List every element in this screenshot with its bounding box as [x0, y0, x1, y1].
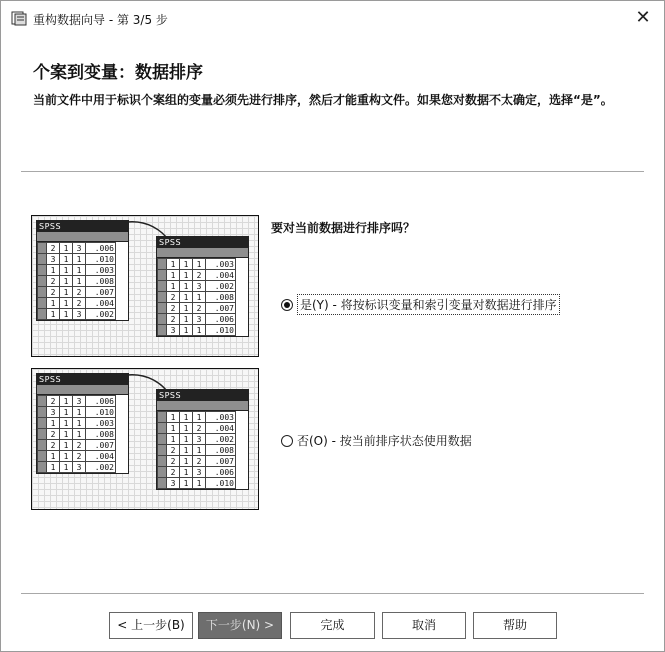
close-icon: ✕ — [635, 7, 651, 28]
table-cell: .006 — [86, 243, 116, 254]
table-cell: .007 — [86, 287, 116, 298]
source-sheet — [36, 373, 129, 474]
table-cell: 2 — [193, 303, 206, 314]
sort-yes-option[interactable] — [281, 294, 560, 315]
table-cell: 1 — [180, 445, 193, 456]
table-cell: 3 — [193, 314, 206, 325]
table-cell: 1 — [180, 281, 193, 292]
table-row — [38, 407, 116, 418]
table-cell: 1 — [180, 478, 193, 489]
table-row — [38, 243, 116, 254]
table-cell: 2 — [193, 423, 206, 434]
table-cell: 3 — [73, 396, 86, 407]
table-cell: .006 — [206, 314, 236, 325]
table-cell: 2 — [73, 451, 86, 462]
table-cell: 2 — [47, 243, 60, 254]
table-cell: 2 — [47, 429, 60, 440]
table-cell: .008 — [86, 276, 116, 287]
table-cell: 1 — [180, 456, 193, 467]
table-cell: 3 — [193, 281, 206, 292]
table-cell: .007 — [86, 440, 116, 451]
wizard-header — [1, 35, 664, 171]
help-button[interactable]: 帮助 — [473, 612, 557, 639]
table-cell: .003 — [86, 418, 116, 429]
table-row — [38, 451, 116, 462]
table-cell: 1 — [73, 429, 86, 440]
result-table — [157, 258, 236, 336]
table-cell: 1 — [47, 451, 60, 462]
table-row — [38, 254, 116, 265]
table-row — [38, 287, 116, 298]
table-cell: 1 — [180, 467, 193, 478]
table-cell: 1 — [60, 418, 73, 429]
table-cell: 1 — [167, 412, 180, 423]
table-row — [38, 276, 116, 287]
radio-unselected-icon[interactable] — [281, 435, 293, 447]
table-cell: 1 — [60, 407, 73, 418]
finish-button[interactable]: 完成 — [290, 612, 375, 639]
result-sheet — [156, 389, 249, 490]
table-cell: 1 — [60, 276, 73, 287]
table-cell: 1 — [47, 298, 60, 309]
table-cell: .004 — [86, 298, 116, 309]
sort-yes-label[interactable]: 是(Y) - 将按标识变量和索引变量对数据进行排序 — [297, 294, 560, 315]
table-cell: 3 — [73, 462, 86, 473]
table-row — [158, 445, 236, 456]
table-cell: 1 — [60, 265, 73, 276]
page-title: 个案到变量：数据排序 — [33, 63, 203, 83]
table-cell: .006 — [86, 396, 116, 407]
table-cell: .004 — [206, 423, 236, 434]
table-cell: 1 — [180, 325, 193, 336]
table-cell: 1 — [167, 281, 180, 292]
window-title: 重构数据向导 - 第 3/5 步 — [33, 13, 168, 27]
source-table — [37, 242, 116, 320]
table-cell: .010 — [206, 325, 236, 336]
table-row — [38, 440, 116, 451]
header-divider — [21, 171, 644, 172]
table-cell: 1 — [180, 259, 193, 270]
table-cell: 1 — [60, 243, 73, 254]
table-cell: .007 — [206, 456, 236, 467]
table-cell: 1 — [73, 418, 86, 429]
table-cell: 2 — [47, 276, 60, 287]
table-cell: .006 — [206, 467, 236, 478]
spss-label: SPSS — [157, 237, 248, 248]
table-cell: 3 — [193, 434, 206, 445]
cancel-button[interactable]: 取消 — [382, 612, 466, 639]
table-cell: 1 — [167, 270, 180, 281]
page-description: 当前文件中用于标识个案组的变量必须先进行排序，然后才能重构文件。如果您对数据不太确定，选择“是”。 — [33, 93, 613, 107]
table-cell: 2 — [167, 314, 180, 325]
table-row — [158, 434, 236, 445]
table-cell: 1 — [180, 314, 193, 325]
app-icon — [11, 10, 27, 26]
table-cell: .008 — [206, 445, 236, 456]
table-cell: 1 — [60, 440, 73, 451]
table-cell: .010 — [206, 478, 236, 489]
table-row — [158, 259, 236, 270]
close-button[interactable] — [632, 7, 654, 29]
table-cell: 1 — [73, 407, 86, 418]
radio-selected-icon[interactable] — [281, 299, 293, 311]
table-row — [158, 270, 236, 281]
table-row — [38, 396, 116, 407]
table-cell: .002 — [86, 309, 116, 320]
table-cell: 1 — [60, 298, 73, 309]
table-cell: 1 — [193, 325, 206, 336]
table-cell: .003 — [206, 259, 236, 270]
table-cell: 3 — [73, 243, 86, 254]
table-cell: .010 — [86, 407, 116, 418]
spss-label: SPSS — [37, 374, 128, 385]
table-cell: 1 — [60, 396, 73, 407]
back-button[interactable]: < 上一步(B) — [109, 612, 193, 639]
table-cell: 1 — [193, 259, 206, 270]
table-cell: 3 — [47, 407, 60, 418]
table-row — [158, 281, 236, 292]
table-row — [158, 314, 236, 325]
table-cell: 1 — [47, 418, 60, 429]
table-cell: 3 — [167, 325, 180, 336]
table-row — [38, 265, 116, 276]
table-cell: 1 — [193, 445, 206, 456]
table-cell: .004 — [206, 270, 236, 281]
table-cell: .003 — [206, 412, 236, 423]
sort-no-label[interactable]: 否(O) - 按当前排序状态使用数据 — [297, 434, 472, 448]
table-row — [158, 325, 236, 336]
source-table — [37, 395, 116, 473]
sorted-illustration — [31, 215, 259, 357]
table-row — [158, 467, 236, 478]
table-cell: 3 — [73, 309, 86, 320]
table-cell: 2 — [167, 467, 180, 478]
spss-label: SPSS — [37, 221, 128, 232]
table-row — [38, 462, 116, 473]
table-row — [158, 478, 236, 489]
table-cell: .008 — [206, 292, 236, 303]
table-cell: 2 — [73, 287, 86, 298]
sort-question: 要对当前数据进行排序吗？ — [271, 221, 416, 235]
table-cell: .010 — [86, 254, 116, 265]
table-cell: 1 — [180, 270, 193, 281]
table-row — [158, 292, 236, 303]
table-cell: 2 — [193, 270, 206, 281]
table-cell: 1 — [193, 292, 206, 303]
table-cell: 2 — [73, 440, 86, 451]
table-cell: 2 — [167, 303, 180, 314]
table-cell: .002 — [86, 462, 116, 473]
table-cell: 1 — [60, 309, 73, 320]
table-cell: 1 — [73, 265, 86, 276]
result-table — [157, 411, 236, 489]
table-cell: .002 — [206, 434, 236, 445]
table-cell: 2 — [47, 440, 60, 451]
table-row — [38, 298, 116, 309]
table-cell: 1 — [60, 287, 73, 298]
table-cell: 1 — [73, 254, 86, 265]
table-cell: 1 — [193, 478, 206, 489]
table-cell: .007 — [206, 303, 236, 314]
table-cell: 1 — [60, 254, 73, 265]
table-row — [38, 429, 116, 440]
table-cell: 1 — [180, 423, 193, 434]
table-cell: .002 — [206, 281, 236, 292]
table-cell: 1 — [180, 434, 193, 445]
table-cell: 2 — [47, 396, 60, 407]
table-cell: 3 — [167, 478, 180, 489]
table-cell: .004 — [86, 451, 116, 462]
table-cell: 2 — [193, 456, 206, 467]
next-button[interactable]: 下一步(N) > — [198, 612, 282, 639]
table-cell: 1 — [167, 259, 180, 270]
table-row — [38, 418, 116, 429]
table-cell: 2 — [167, 445, 180, 456]
table-cell: 1 — [47, 462, 60, 473]
table-cell: 1 — [60, 429, 73, 440]
source-sheet — [36, 220, 129, 321]
table-cell: 1 — [180, 412, 193, 423]
table-cell: 1 — [73, 276, 86, 287]
table-row — [158, 303, 236, 314]
table-cell: 1 — [180, 292, 193, 303]
table-row — [158, 423, 236, 434]
sort-no-option[interactable] — [281, 432, 472, 449]
table-cell: 1 — [47, 309, 60, 320]
title-bar — [1, 1, 664, 35]
table-cell: 1 — [180, 303, 193, 314]
table-cell: 3 — [47, 254, 60, 265]
table-cell: 2 — [167, 292, 180, 303]
table-cell: .003 — [86, 265, 116, 276]
table-cell: 2 — [47, 287, 60, 298]
table-cell: .008 — [86, 429, 116, 440]
spss-label: SPSS — [157, 390, 248, 401]
table-cell: 2 — [73, 298, 86, 309]
unsorted-illustration — [31, 368, 259, 510]
table-row — [158, 412, 236, 423]
table-cell: 3 — [193, 467, 206, 478]
table-cell: 2 — [167, 456, 180, 467]
table-cell: 1 — [60, 462, 73, 473]
table-row — [158, 456, 236, 467]
footer-divider — [21, 593, 644, 594]
result-sheet — [156, 236, 249, 337]
table-cell: 1 — [60, 451, 73, 462]
table-cell: 1 — [193, 412, 206, 423]
table-cell: 1 — [47, 265, 60, 276]
table-cell: 1 — [167, 434, 180, 445]
table-row — [38, 309, 116, 320]
table-cell: 1 — [167, 423, 180, 434]
